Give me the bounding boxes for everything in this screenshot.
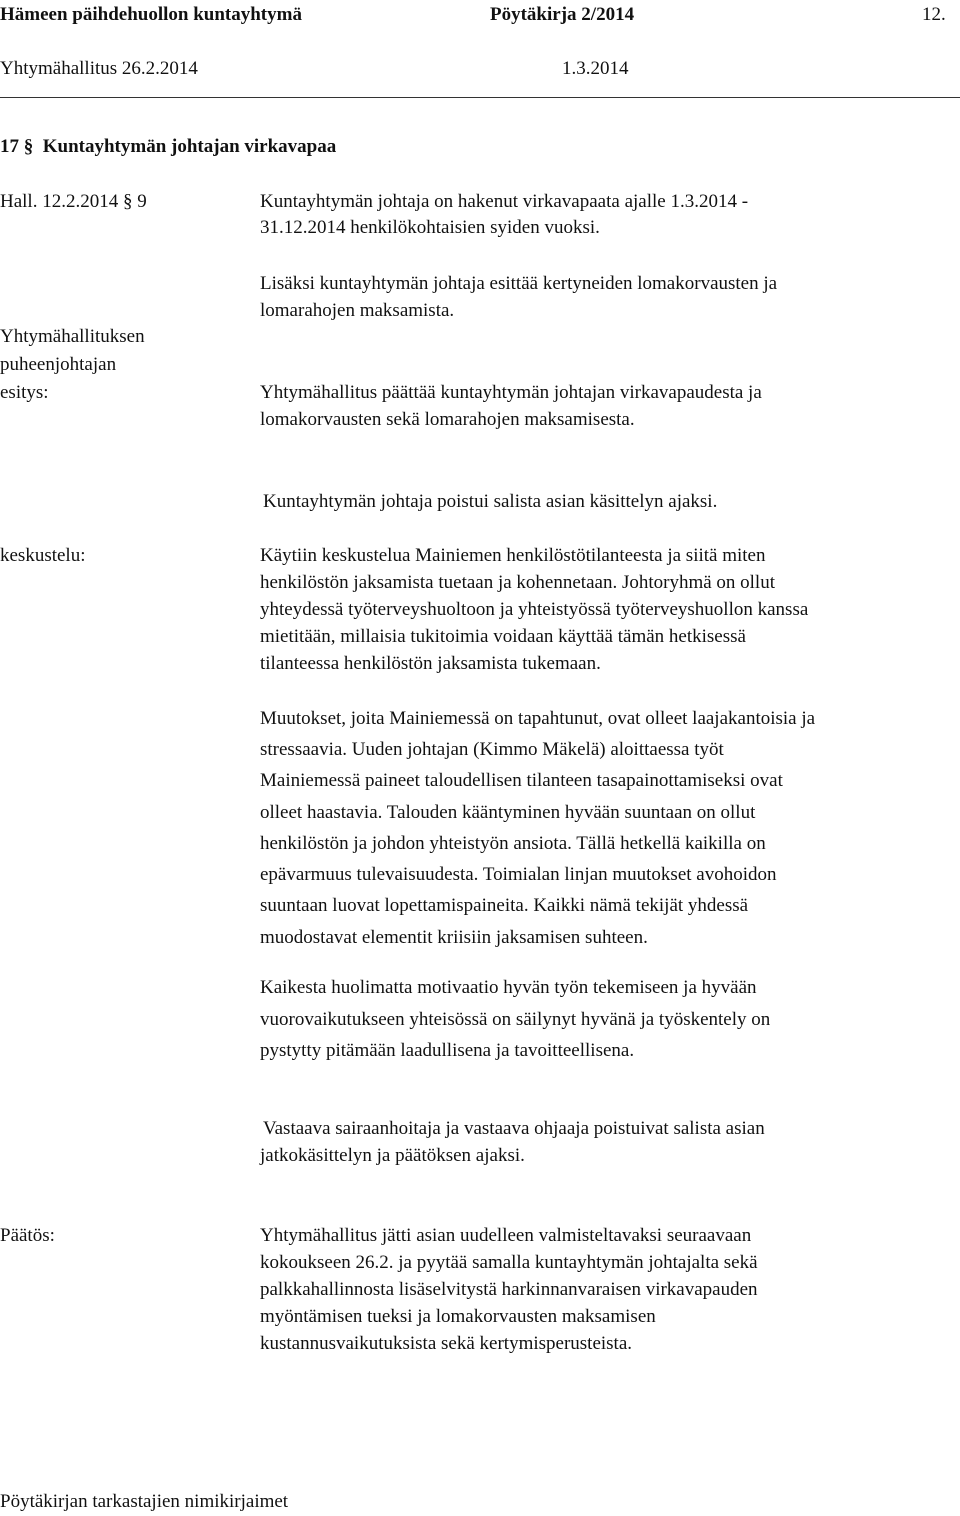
text-line: olleet haastavia. Talouden kääntyminen hyvään suuntaan on ollut (260, 802, 756, 823)
text-line: mietitään, millaisia tukitoimia voidaan käyttää tämän hetkisessä (260, 626, 746, 647)
header-divider (0, 97, 960, 98)
text-line: henkilöstön ja johdon yhteistyön ansiota. Tällä hetkellä kaikilla on (260, 833, 766, 854)
text-line: tilanteessa henkilöstön jaksamista tukemaan. (260, 653, 601, 674)
hall-text-line2: 31.12.2014 henkilökohtaisien syiden vuoksi. (260, 217, 600, 238)
text-line: myöntämisen tueksi ja lomakorvausten maksamisen (260, 1306, 656, 1327)
section-title (0, 133, 336, 160)
text-line: Käytiin keskustelua Mainiemen henkilöstötilanteesta ja siitä miten (260, 545, 766, 566)
text-line: Muutokset, joita Mainiemessä on tapahtunut, ovat olleet laajakantoisia ja (260, 708, 816, 729)
proposal-p2-line2: lomakorvausten sekä lomarahojen maksamisesta. (260, 409, 635, 430)
decision-label: Päätös: (0, 1225, 55, 1246)
text-line: Vastaava sairaanhoitaja ja vastaava ohjaaja poistuivat salista asian (263, 1118, 765, 1139)
text-line: muodostavat elementit kriisiin jaksamisen suhteen. (260, 927, 648, 948)
text-line: yhteydessä työterveyshuoltoon ja yhteistyössä työterveyshuollon kanssa (260, 599, 809, 620)
note-manager-left: Kuntayhtymän johtaja poistui salista asian käsittelyn ajaksi. (263, 491, 718, 512)
hall-reference: Hall. 12.2.2014 § 9 (0, 191, 147, 212)
hall-text-line1: Kuntayhtymän johtaja on hakenut virkavapaata ajalle 1.3.2014 - (260, 191, 749, 212)
text-line: kustannusvaikutuksista sekä kertymisperusteista. (260, 1333, 633, 1354)
text-line: vuorovaikutukseen yhteisössä on säilynyt hyvänä ja työskentely on (260, 1009, 771, 1030)
discussion-label: keskustelu: (0, 545, 86, 566)
meeting-name: Yhtymähallitus 26.2.2014 (0, 58, 198, 79)
proposal-label-line1: Yhtymähallituksen (0, 326, 145, 347)
proposal-label-line3: esitys: (0, 382, 49, 403)
text-line: suuntaan luovat lopettamispaineita. Kaikki nämä tekijät yhdessä (260, 895, 749, 916)
section-heading: Kuntayhtymän johtajan virkavapaa (42, 136, 337, 157)
text-line: Mainiemessä paineet taloudellisen tilanteen tasapainottamiseksi ovat (260, 770, 783, 791)
text-line: epävarmuus tulevaisuudesta. Toimialan linjan muutokset avohoidon (260, 864, 777, 885)
section-number: 17 § (0, 136, 34, 157)
document-id: Pöytäkirja 2/2014 (490, 4, 635, 25)
proposal-p1-line2: lomarahojen maksamista. (260, 300, 455, 321)
footer-initials-label: Pöytäkirjan tarkastajien nimikirjaimet (0, 1491, 289, 1512)
proposal-p2-line1: Yhtymähallitus päättää kuntayhtymän johtajan virkavapaudesta ja (260, 382, 762, 403)
text-line: Yhtymähallitus jätti asian uudelleen valmisteltavaksi seuraavaan (260, 1225, 752, 1246)
page-number: 12. (922, 4, 946, 25)
text-line: kokoukseen 26.2. ja pyytää samalla kuntayhtymän johtajalta sekä (260, 1252, 758, 1273)
text-line: henkilöstön jaksamista tuetaan ja kohennetaan. Johtoryhmä on ollut (260, 572, 775, 593)
document-date: 1.3.2014 (562, 58, 629, 79)
org-name: Hämeen päihdehuollon kuntayhtymä (0, 4, 302, 25)
text-line: stressaavia. Uuden johtajan (Kimmo Mäkelä) aloittaessa työt (260, 739, 724, 760)
proposal-label-line2: puheenjohtajan (0, 354, 117, 375)
text-line: pystytty pitämään laadullisena ja tavoitteellisena. (260, 1040, 635, 1061)
text-line: palkkahallinnosta lisäselvitystä harkinnanvaraisen virkavapauden (260, 1279, 758, 1300)
proposal-p1-line1: Lisäksi kuntayhtymän johtaja esittää kertyneiden lomakorvausten ja (260, 273, 778, 294)
text-line: jatkokäsittelyn ja päätöksen ajaksi. (260, 1145, 525, 1166)
text-line: Kaikesta huolimatta motivaatio hyvän työn tekemiseen ja hyvään (260, 977, 757, 998)
